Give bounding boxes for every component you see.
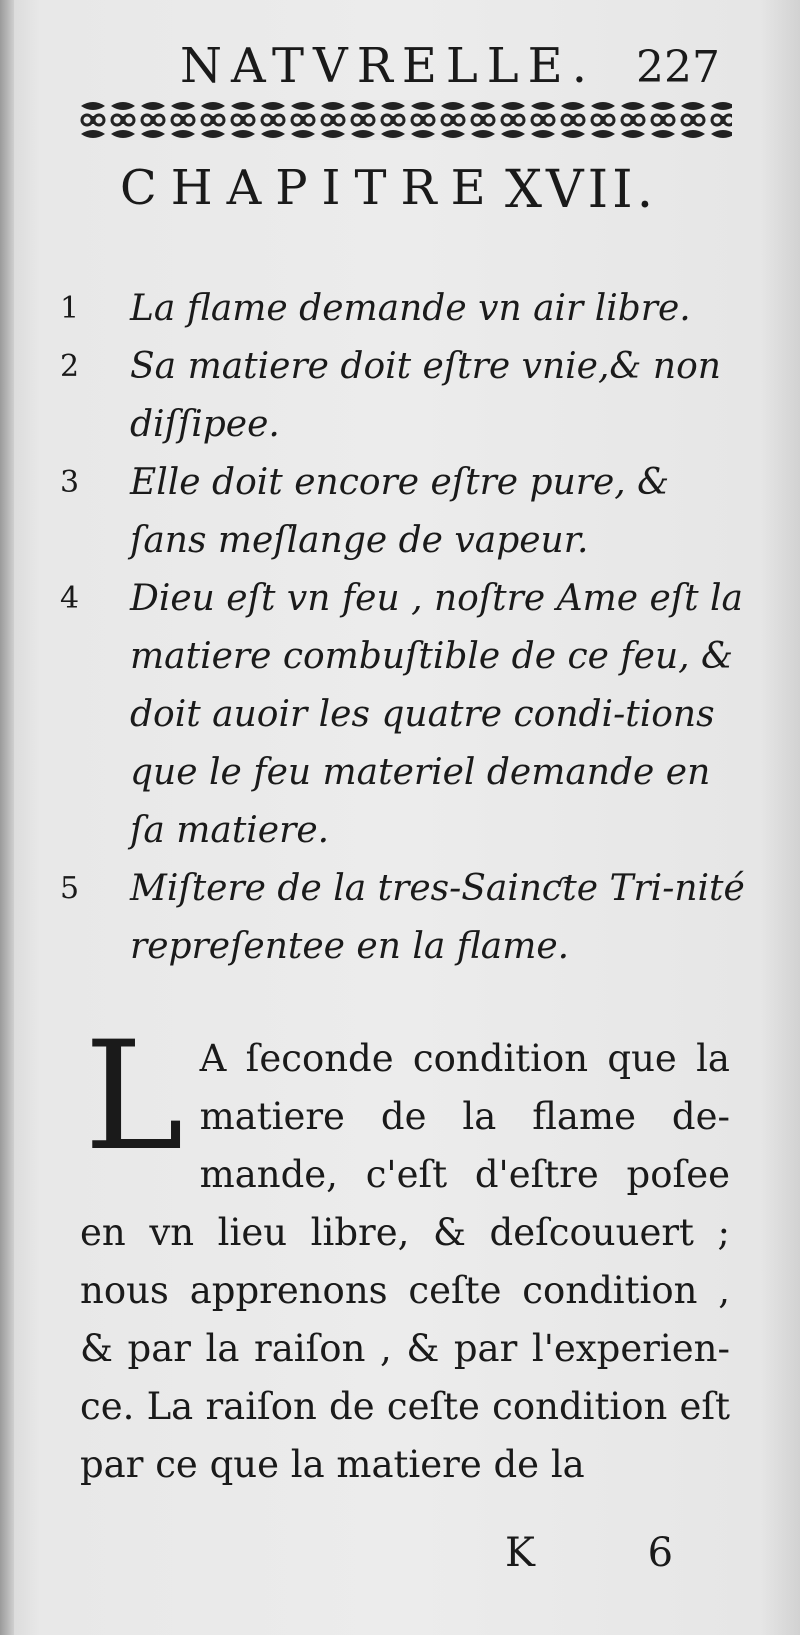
page-gutter-shadow: [0, 0, 14, 1635]
summary-item-number: 4: [60, 581, 80, 616]
running-title: NATVRELLE.: [180, 38, 596, 94]
chapter-word: CHAPITRE: [120, 160, 500, 216]
drop-cap: L: [84, 1010, 184, 1184]
summary-item: [60, 454, 750, 570]
summary-item: [60, 860, 750, 976]
summary-item-text: Dieu eſt vn feu , noſtre Ame eſt la matiere combuſtible de ce feu, & doit auoir les quatre condi-tions que le feu materiel demande en ſa matiere.: [130, 578, 743, 851]
summary-item-number: 5: [60, 871, 80, 906]
ornament-band: [78, 100, 732, 140]
body-paragraph: [80, 1010, 730, 1494]
chapter-heading: [120, 160, 700, 230]
summary-item-number: 3: [60, 465, 80, 500]
summary-item: [60, 280, 750, 338]
running-head: [180, 38, 740, 98]
summary-item-text: La flame demande vn air libre.: [130, 288, 691, 329]
summary-item-text: Miſtere de la tres-Sainƈte Tri-nité repreſentee en la flame.: [130, 868, 745, 967]
page-number: 227: [636, 42, 720, 93]
summary-item-text: Elle doit encore eſtre pure, & ſans meſlange de vapeur.: [130, 462, 670, 561]
body-text: A ſeconde condition que la matiere de la flame de-mande, c'eſt d'eſtre poſee en vn lieu libre, & deſcouuert ; nous apprenons ceſte condition , & par la raiſon , & par l'experien-ce. La raiſon de ceſte condition eſt par ce que la matiere de la: [80, 1037, 730, 1486]
summary-item-text: Sa matiere doit eſtre vnie,& non diſſipee.: [130, 346, 721, 445]
summary-item-number: 2: [60, 349, 80, 384]
summary-item: [60, 570, 750, 860]
summary-item-number: 1: [60, 291, 80, 326]
signature-mark: K 6: [505, 1530, 724, 1576]
chapter-number: XVII.: [505, 160, 658, 220]
chapter-summary: [60, 280, 750, 976]
summary-item: [60, 338, 750, 454]
